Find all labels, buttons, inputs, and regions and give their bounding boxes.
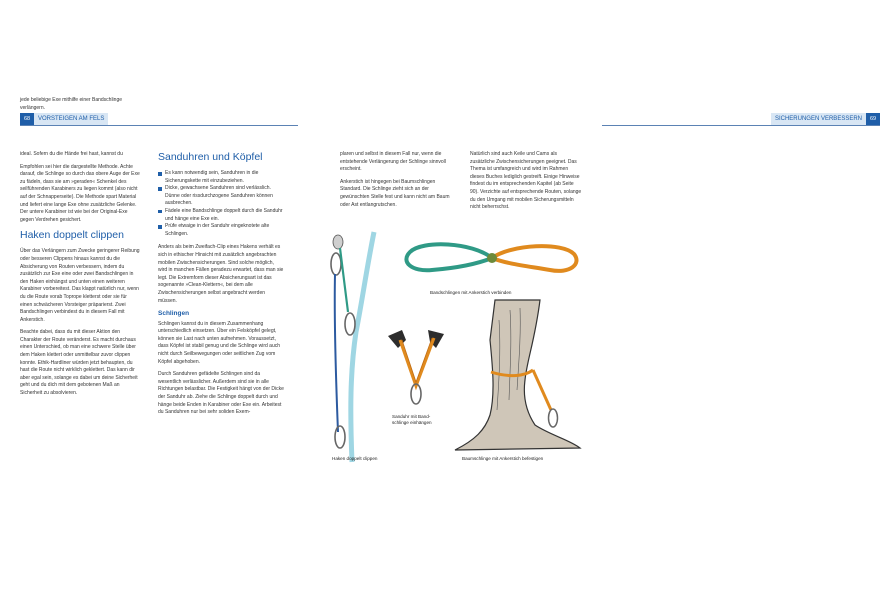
left-page xyxy=(0,0,300,600)
bullet-list xyxy=(158,170,284,238)
illustration-baumschlinge xyxy=(455,300,580,450)
left-section-title: VORSTEIGEN AM FELS xyxy=(34,113,108,125)
heading-haken-doppelt-clippen: Haken doppelt clippen xyxy=(20,229,124,242)
right-page-number: 69 xyxy=(866,113,880,125)
caption-bandschlingen: Bandschlingen mit Ankerstich verbinden xyxy=(430,290,512,295)
left-column-1 xyxy=(20,151,140,403)
left-top-text xyxy=(20,97,140,117)
bullet-item: Dicke, gewachsene Sanduhren sind verlässlich. Dünne oder rissdurchzogene Sanduhren können ausbrechen. xyxy=(158,185,284,208)
right-column-1 xyxy=(340,151,458,214)
caption-sanduhr: Sanduhr mit Band- schlinge einhängen xyxy=(392,414,432,425)
illustration-sanduhr xyxy=(388,330,444,410)
paragraph: plaren und selbst in diesem Fall nur, wenn die entstehende Verlängerung der Schlinge sinnvoll erscheint. xyxy=(340,151,446,173)
illustration-haken-doppelt-clippen xyxy=(322,232,382,462)
left-page-number: 68 xyxy=(20,113,34,125)
right-column-2 xyxy=(470,151,582,217)
heading-sanduhren-und-koepfel: Sanduhren und Köpfel xyxy=(158,151,263,163)
caption-baumschlinge: Baumschlinge mit Ankerstich befestigen xyxy=(462,456,544,461)
subheading-schlingen: Schlingen xyxy=(158,310,190,318)
paragraph: Ankerstich ist hingegen bei Baumschlingen Standard. Die Schlinge zieht sich an der gewünschten Stelle fest und kann nicht am Baum oder Ast entlangrutschen. xyxy=(340,178,450,208)
bullet-item: Prüfe etwaige in der Sanduhr eingeknotete alte Schlingen. xyxy=(158,223,284,238)
bullet-item: Es kann notwendig sein, Sanduhren in die Sicherungskette mit einzubeziehen. xyxy=(158,170,284,185)
paragraph: Schlingen kannst du in diesem Zusammenhang unterschiedlich einsetzen. Über ein Felsköpfel gelegt, können sie Last nach unten aufnehmen. Voraussetzt, dass Köpfel ist stabil genug und die Schlinge wird auch nicht durch Seilbewegungen oder seitlichen Zug vom Köpfel abgehoben. xyxy=(158,320,281,365)
top-text: jede beliebige Exe mithilfe einer Bandschlinge verlängern. xyxy=(20,97,123,111)
paragraph: Durch Sanduhren gefädelte Schlingen sind da wesentlich verlässlicher. Außerdem sind sie in alle Richtungen belastbar. Die Festigkeit hängt von der Dicke der Sanduhr ab. Ziehe die Schlinge doppelt durch und hänge beide Enden in Karabiner oder Exe ein. Arbeitest du Sanduhren nur bei sehr soliden Exem- xyxy=(158,371,284,416)
paragraph: Anders als beim Zweifach-Clip eines Hakens verhält es sich in ethischer Hinsicht mit zusätzlich angebrachten mobilen Zwischensicherungen. Sind solche möglich, wird in manchen Fällen geradezu erwartet, dass man sie legt. Die Extremform dieser Absicherungsart ist das sogenannte »Clean-Klettern«, bei dem alle Zwischensicherungen selbst angebracht werden müssen. xyxy=(158,244,284,304)
paragraph: Über das Verlängern zum Zwecke geringerer Reibung oder besseren Clippens hinaus kannst du die Absicherung von Routen verbessern, indem du zusätzlich zur Exe eine oder zwei Bandschlingen in den Haken einhängst und unten einen weiteren Karabiner vorbereitest. Das klappt natürlich nur, wenn du die Route vorab Toprope kletterst oder sie für einen schwächeren Vorsteiger präparierst. Zwei Bandschlingen verbindest du in diesem Fall mit Ankerstich. xyxy=(20,248,140,323)
paragraph: Empfohlen sei hier die dargestellte Methode. Achte darauf, die Schlinge so durch das obere Auge der Exe zu fädeln, dass sie am »geraden« Schenkel des seilführenden Karabiners zu liegen kommt (also nicht auf der Schnapperseite). Die Methode spart Material und liefert eine lange Exe ohne zusätzliche Gelenke. Der untere Karabiner ist wie bei der Original-Exe gegen Verdrehen gesichert. xyxy=(20,163,140,223)
paragraph: Natürlich sind auch Keile und Cams als zusätzliche Zwischensicherungen geeignet. Das Thema ist umfangreich und wird im Rahmen dieses Buches lediglich gestreift. Einige Hinweise findest du im entsprechenden Kapitel (ab Seite 90). Verzichte auf entsprechende Routen, solange du den Umgang mit mobilen Sicherungsmitteln nicht beherrschst. xyxy=(470,151,582,211)
illustration-bandschlingen-ankerstich xyxy=(402,238,582,280)
left-column-2 xyxy=(158,147,284,422)
caption-haken-doppelt-clippen: Haken doppelt clippen xyxy=(332,456,378,461)
bullet-item: Fädele eine Bandschlinge doppelt durch die Sanduhr und hänge eine Exe ein. xyxy=(158,208,284,223)
right-page-header xyxy=(602,113,880,126)
paragraph: ideal. Sofern du die Hände frei hast, kannst du xyxy=(20,151,123,157)
right-section-title: SICHERUNGEN VERBESSERN xyxy=(771,113,866,125)
paragraph: Beachte dabei, dass du mit dieser Aktion den Charakter der Route veränderst. Es macht durchaus einen Unterschied, ob man eine schwere Stelle über dem Haken klettert oder unmittelbar zuvor clippen konnte. Ethik-Hardliner würden jetzt behaupten, du hast die Route nicht wirklich geklettert. Das kann dir aber egal sein, solange es dabei um deine Sicherheit geht und du dich mit dem gebotenen Maß an Sicherheit zu absolvieren. xyxy=(20,329,138,397)
